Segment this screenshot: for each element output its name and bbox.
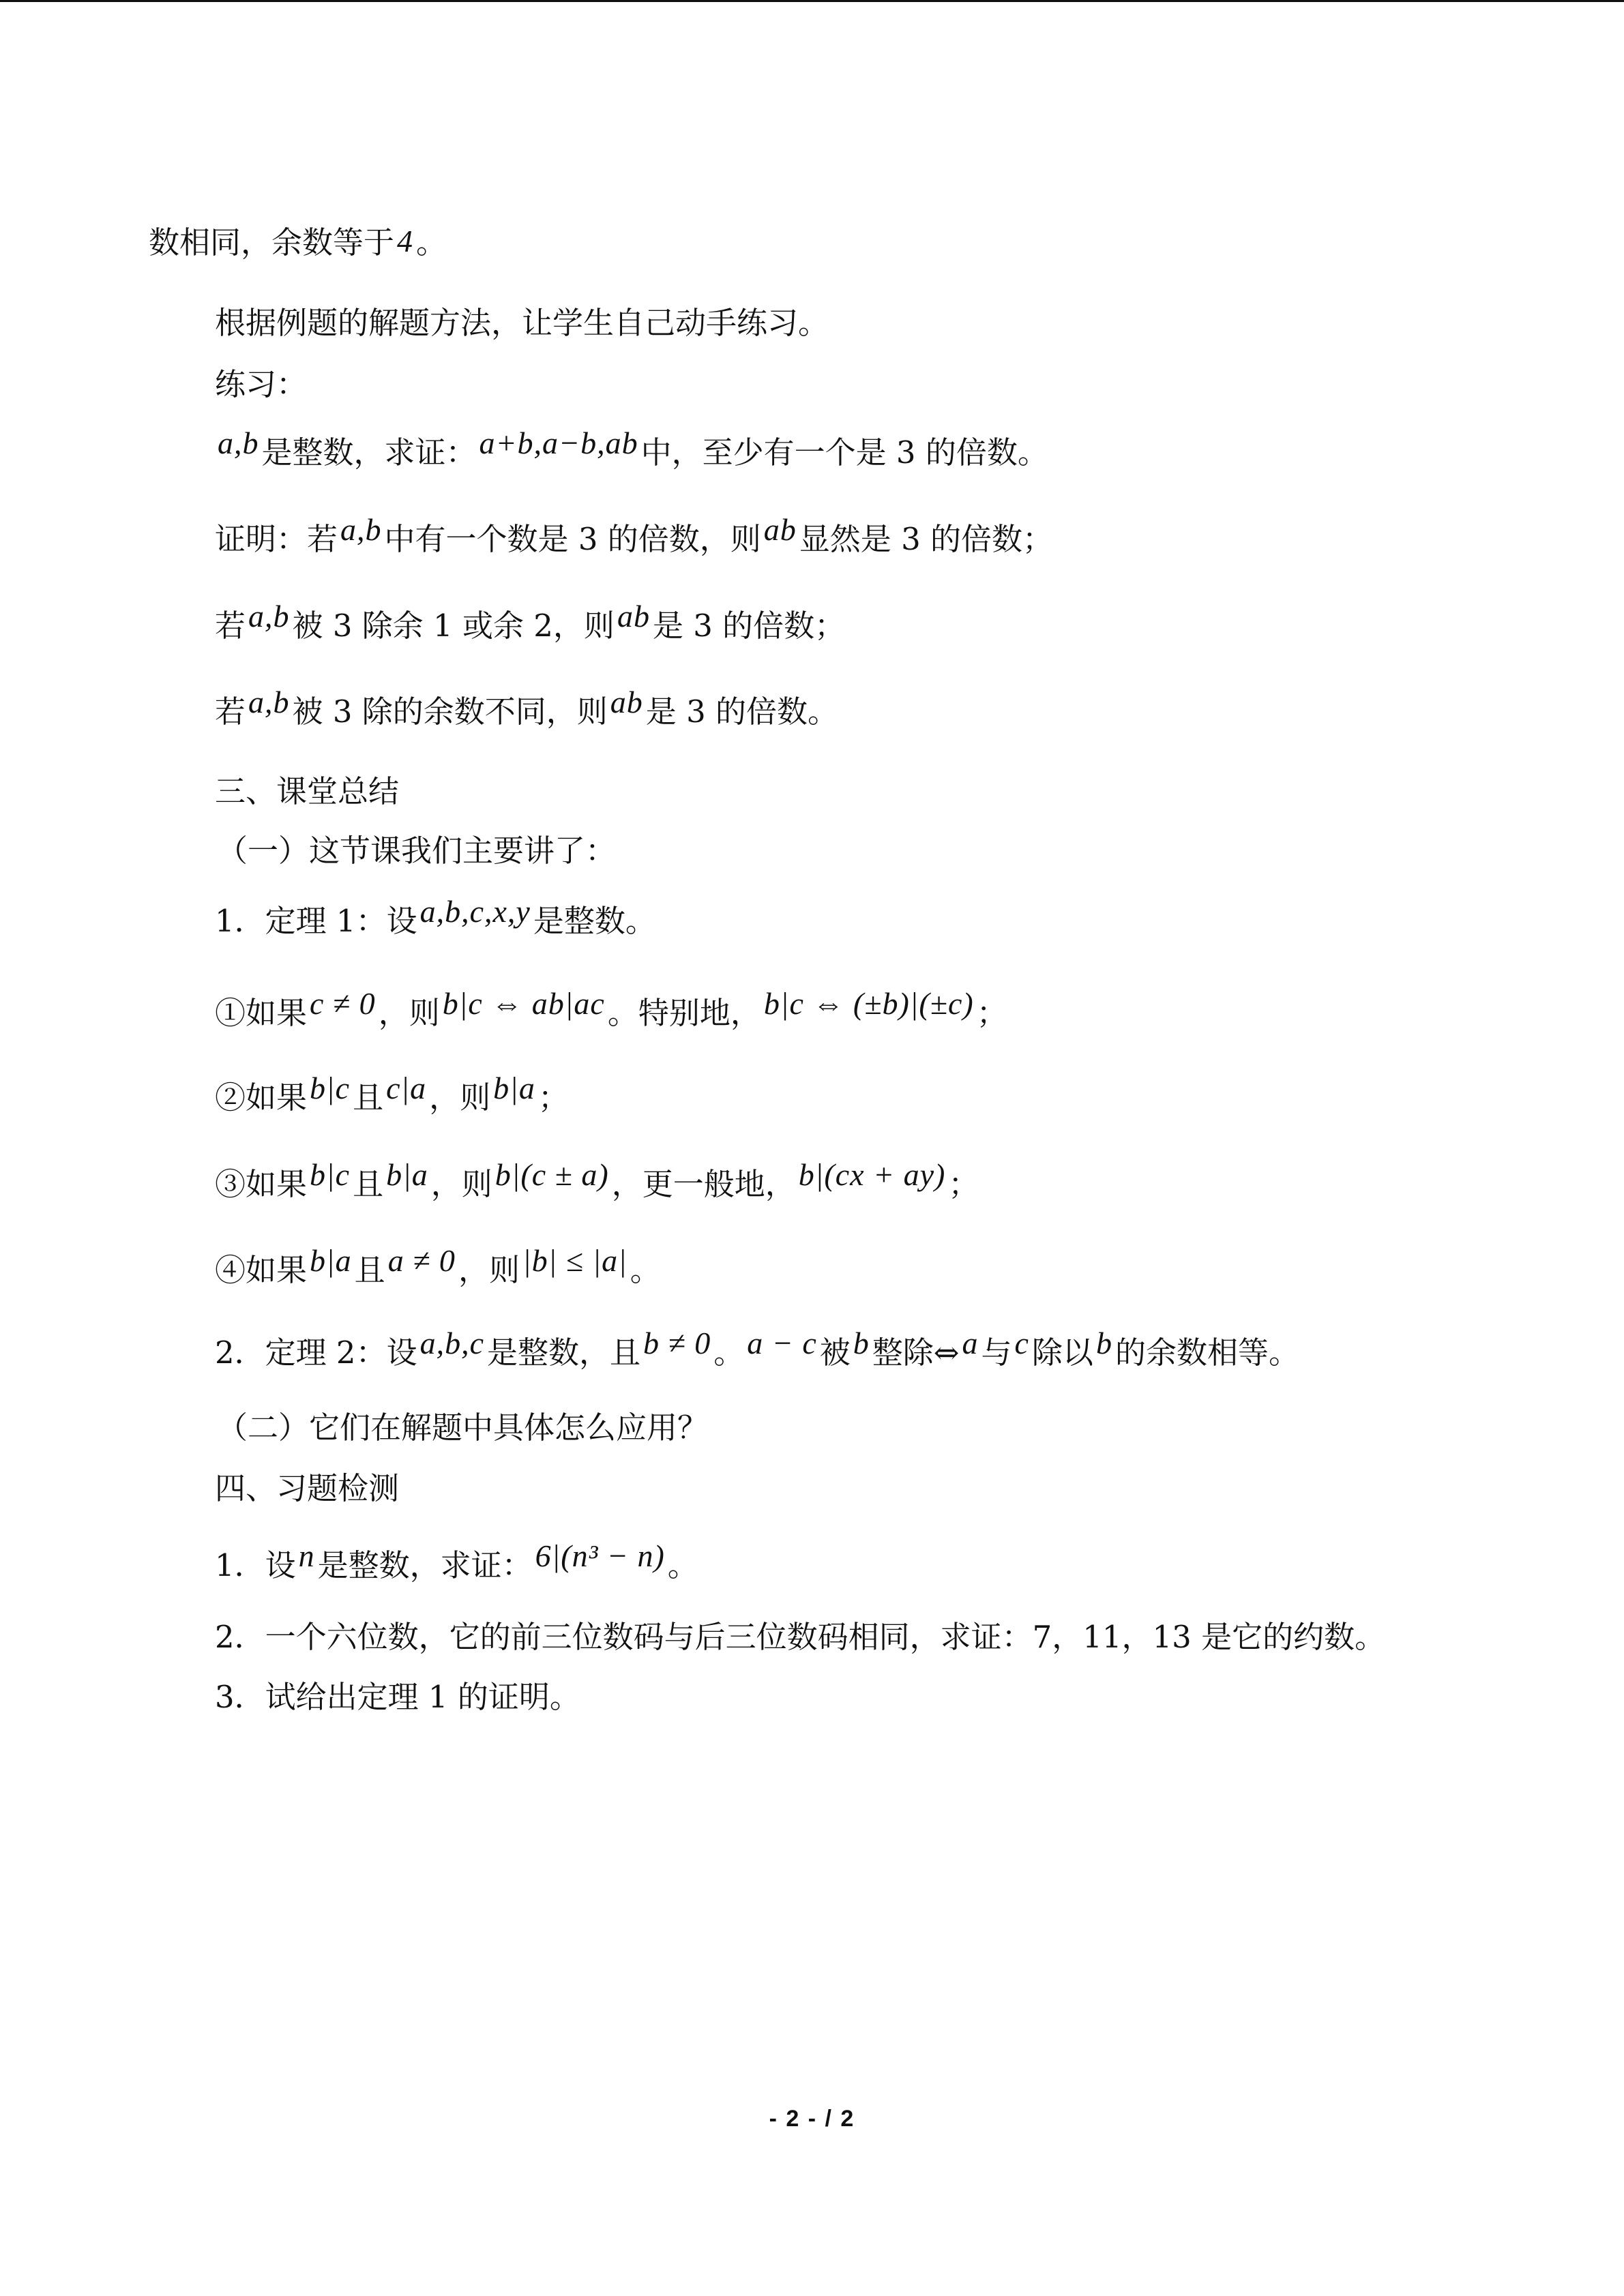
text-segment: 练习：: [215, 366, 308, 402]
math-expression: ab: [763, 512, 797, 547]
math-expression: c: [1014, 1326, 1029, 1360]
text-line-theorem-1: [215, 894, 656, 939]
text-segment: 1．设: [215, 1547, 296, 1583]
text-segment: ①如果: [215, 995, 308, 1031]
text-segment: 。: [416, 224, 447, 260]
math-expression: a,b,c,x,y: [419, 894, 531, 929]
section-heading-summary: [215, 773, 400, 809]
math-expression: b|(cx + ay): [798, 1157, 946, 1192]
text-segment: 与: [981, 1335, 1012, 1371]
math-expression: |b| ≤ |a|: [522, 1243, 628, 1278]
math-expression: 6|(n³ − n): [535, 1538, 665, 1573]
subsection-heading-1: [217, 833, 617, 869]
math-expression: 4: [397, 224, 414, 258]
text-segment: ，则: [429, 1079, 491, 1116]
text-segment: 被 3 除余 1 或余 2，则: [292, 608, 615, 644]
math-expression: b|c ⇔ ab|ac: [442, 986, 605, 1021]
math-expression: a,b: [218, 426, 259, 460]
text-segment: 是整数，求证：: [317, 1547, 533, 1583]
text-segment: ②如果: [215, 1079, 308, 1116]
math-expression: n: [298, 1538, 315, 1573]
text-segment: 四、习题检测: [215, 1470, 400, 1506]
text-segment: ，则: [458, 1252, 520, 1288]
text-segment: 。特别地，: [607, 995, 761, 1031]
text-line-continuation: [149, 224, 447, 260]
text-segment: 且: [353, 1166, 384, 1202]
math-expression: b|a: [493, 1071, 535, 1105]
text-segment: 。: [630, 1252, 661, 1288]
text-line-theorem-1-item-1: [215, 986, 1007, 1031]
text-segment: 的余数相等。: [1114, 1335, 1299, 1371]
math-expression: b|c: [310, 1157, 351, 1192]
text-segment: 3．试给出定理 1 的证明。: [215, 1679, 580, 1715]
text-line-exercise-2: [215, 1619, 1386, 1655]
text-line-theorem-1-item-3: [215, 1157, 979, 1202]
text-line-theorem-1-item-2: [215, 1071, 569, 1116]
text-line-proof-3: [215, 685, 839, 730]
text-segment: 是整数。: [533, 903, 656, 939]
text-segment: 数相同，余数等于: [149, 224, 395, 260]
math-expression: ab: [617, 599, 650, 633]
text-segment: ，则: [430, 1166, 492, 1202]
text-segment: 1．定理 1：设: [215, 903, 417, 939]
math-expression: a,b: [248, 685, 290, 719]
math-expression: a+b,a−b,ab: [479, 426, 638, 460]
text-segment: （一）这节课我们主要讲了：: [217, 833, 617, 869]
subsection-heading-2: [217, 1410, 709, 1446]
text-segment: 。: [667, 1547, 698, 1583]
math-expression: c ≠ 0: [310, 986, 376, 1021]
text-line-theorem-1-item-4: [215, 1243, 661, 1288]
text-segment: 且: [354, 1252, 385, 1288]
math-expression: b|a: [386, 1157, 428, 1192]
text-segment: ；: [976, 995, 1007, 1031]
text-segment: ④如果: [215, 1252, 308, 1288]
text-segment: 中，至少有一个是 3 的倍数。: [640, 434, 1048, 471]
math-expression: a,b,c: [419, 1326, 484, 1360]
text-segment: ③如果: [215, 1166, 308, 1202]
text-segment: 2．一个六位数，它的前三位数码与后三位数码相同，求证：7，11，13 是它的约数。: [215, 1619, 1386, 1655]
section-heading-exercises: [215, 1470, 400, 1506]
text-segment: 若: [215, 608, 246, 644]
text-segment: 整除⇔: [872, 1335, 960, 1371]
math-expression: b|c: [310, 1071, 351, 1105]
text-line-practice-label: [215, 366, 308, 402]
page-number: - 2 - / 2: [769, 2106, 855, 2132]
text-line-exercise-3: [215, 1679, 580, 1715]
text-line-theorem-2: [215, 1326, 1299, 1371]
text-line-practice-problem: [215, 426, 1048, 471]
text-segment: 根据例题的解题方法，让学生自己动手练习。: [215, 305, 829, 341]
math-expression: b: [1095, 1326, 1112, 1360]
text-segment: 被: [819, 1335, 851, 1371]
text-segment: 除以: [1031, 1335, 1093, 1371]
text-segment: 是整数，且: [487, 1335, 641, 1371]
text-segment: 中有一个数是 3 的倍数，则: [384, 521, 761, 557]
text-line-exercise-1: [215, 1538, 698, 1583]
math-expression: a: [962, 1326, 979, 1360]
math-expression: ab: [610, 685, 643, 719]
math-expression: c|a: [386, 1071, 427, 1105]
text-line-proof-2: [215, 599, 846, 644]
text-line-proof-1: [215, 512, 1054, 557]
text-line-practice-intro: [215, 305, 829, 341]
math-expression: b: [853, 1326, 870, 1360]
text-segment: 是整数，求证：: [261, 434, 477, 471]
math-expression: b|a: [310, 1243, 352, 1278]
math-expression: a,b: [340, 512, 382, 547]
text-segment: 2．定理 2：设: [215, 1335, 417, 1371]
text-segment: 证明：若: [215, 521, 338, 557]
math-expression: b|(c ± a): [494, 1157, 609, 1192]
text-segment: ；: [948, 1166, 979, 1202]
math-expression: b ≠ 0: [643, 1326, 711, 1360]
text-segment: 若: [215, 694, 246, 730]
text-segment: ；: [537, 1079, 569, 1116]
text-segment: ，则: [378, 995, 440, 1031]
math-expression: a − c: [747, 1326, 817, 1360]
text-segment: 。: [713, 1335, 745, 1371]
text-segment: 且: [353, 1079, 384, 1116]
text-segment: 是 3 的倍数；: [652, 608, 846, 644]
text-segment: 是 3 的倍数。: [645, 694, 839, 730]
text-segment: ，更一般地，: [611, 1166, 796, 1202]
text-segment: 三、课堂总结: [215, 773, 400, 809]
math-expression: a,b: [248, 599, 290, 633]
math-expression: b|c ⇔ (±b)|(±c): [763, 986, 974, 1021]
math-expression: a ≠ 0: [387, 1243, 456, 1278]
text-segment: （二）它们在解题中具体怎么应用？: [217, 1410, 709, 1446]
text-segment: 被 3 除的余数不同，则: [292, 694, 608, 730]
text-segment: 显然是 3 的倍数；: [799, 521, 1054, 557]
